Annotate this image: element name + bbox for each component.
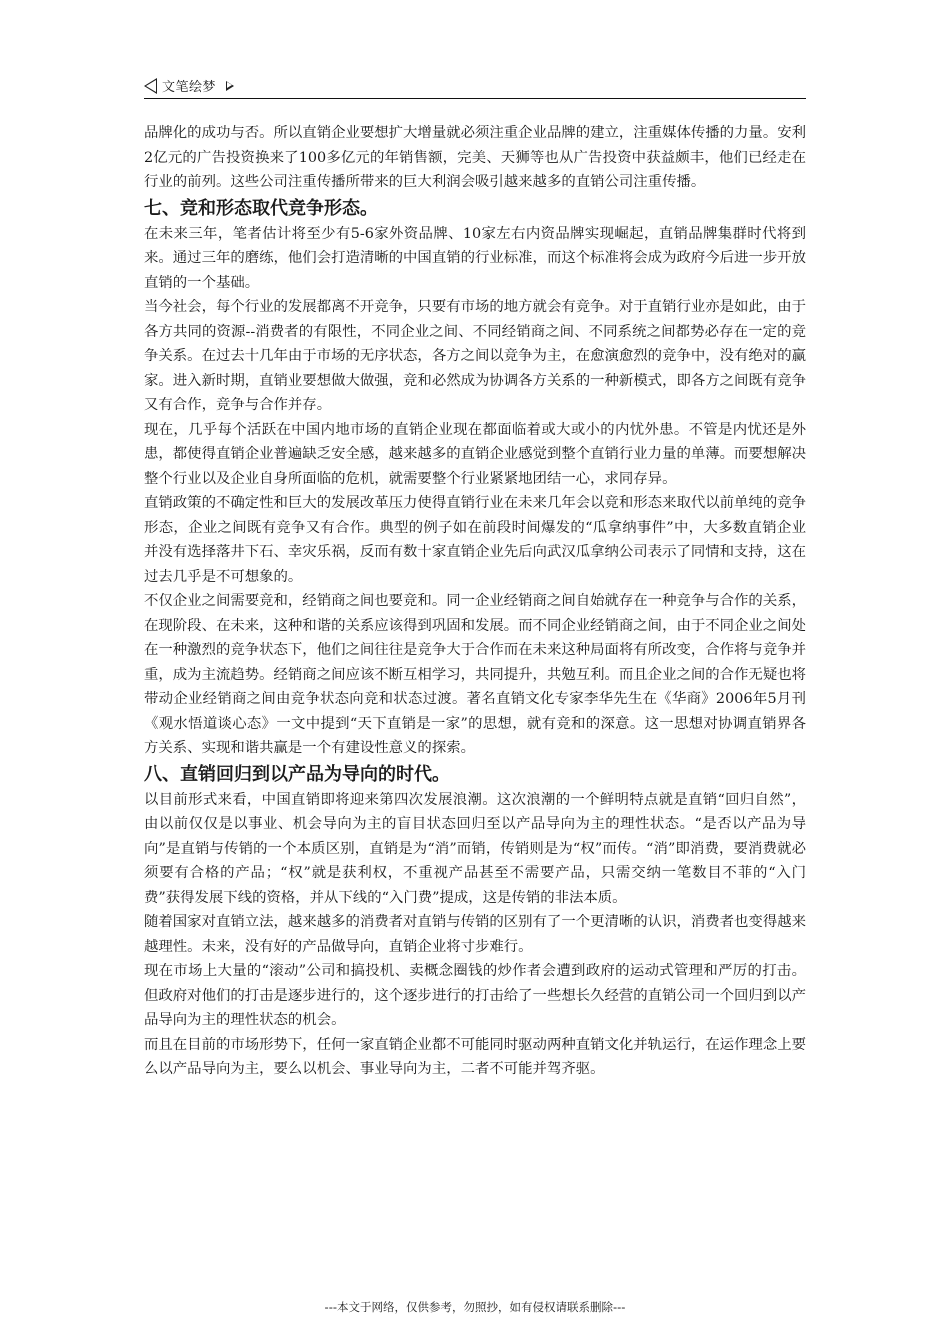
paragraph: 直销政策的不确定性和巨大的发展改革压力使得直销行业在未来几年会以竞和形态来取代以前单纯的竞争形态，企业之间既有竞争又有合作。典型的例子如在前段时间爆发的“瓜拿纳事件”中，大多数直销企业并没有选择落井下石、幸灾乐祸，反而有数十家直销企业先后向武汉瓜拿纳公司表示了同情和支持，这在过去几乎是不可想象的。 [144, 495, 806, 585]
triangle-left-icon [144, 78, 157, 94]
paragraph: 不仅企业之间需要竞和，经销商之间也要竞和。同一企业经销商之间自始就存在一种竞争与合作的关系，在现阶段、在未来，这种和谐的关系应该得到巩固和发展。而不同企业经销商之间，由于不同企业之间处在一种激烈的竞争状态下，他们之间往往是竞争大于合作而在未来这种局面将有所改变，合作将与竞争并重，成为主流趋势。经销商之间应该不断互相学习，共同提升，共勉互利。而且企业之间的合作无疑也将带动企业经销商之间由竞争状态向竞和状态过渡。著名直销文化专家李华先生在《华商》2006年5月刊《观水悟道谈心态》一文中提到“天下直销是一家”的思想，就有竞和的深意。这一思想对协调直销界各方关系、实现和谐共赢是一个有建设性意义的探索。 [144, 593, 806, 756]
paragraph: 随着国家对直销立法，越来越多的消费者对直销与传销的区别有了一个更清晰的认识，消费者也变得越来越理性。未来，没有好的产品做导向，直销企业将寸步难行。 [144, 914, 806, 955]
header-title: 文笔绘梦 [162, 80, 217, 95]
document-body [144, 121, 806, 1082]
paragraph: 当今社会，每个行业的发展都离不开竞争，只要有市场的地方就会有竞争。对于直销行业亦是如此，由于各方共同的资源--消费者的有限性，不同企业之间、不同经销商之间、不同系统之间都势必存在一定的竞争关系。在过去十几年由于市场的无序状态，各方之间以竞争为主，在愈演愈烈的竞争中，没有绝对的赢家。进入新时期，直销业要想做大做强，竞和必然成为协调各方关系的一种新模式，即各方之间既有竞争又有合作，竞争与合作并存。 [144, 299, 806, 413]
triangle-right-icon [226, 81, 234, 91]
paragraph: 以目前形式来看，中国直销即将迎来第四次发展浪潮。这次浪潮的一个鲜明特点就是直销“回归自然”，由以前仅仅是以事业、机会导向为主的盲目状态回归至以产品导向为主的理性状态。“是否以产品为导向”是直销与传销的一个本质区别，直销是为“消”而销，传销则是为“权”而传。“消”即消费，要消费就必须要有合格的产品；“权”就是获利权，不重视产品甚至不需要产品，只需交纳一笔数目不菲的“入门费”获得发展下线的资格，并从下线的“入门费”提成，这是传销的非法本质。 [144, 791, 806, 906]
paragraph: 而且在目前的市场形势下，任何一家直销企业都不可能同时驱动两种直销文化并轨运行，在运作理念上要么以产品导向为主，要么以机会、事业导向为主，二者不可能并驾齐驱。 [144, 1036, 806, 1077]
header-brand [144, 76, 234, 95]
paragraph: 现在市场上大量的“滚动”公司和搞投机、卖概念圈钱的炒作者会遭到政府的运动式管理和严厉的打击。但政府对他们的打击是逐步进行的，这个逐步进行的打击给了一些想长久经营的直销公司一个回归到以产品导向为主的理性状态的机会。 [144, 963, 806, 1028]
paragraph: 品牌化的成功与否。所以直销企业要想扩大增量就必须注重企业品牌的建立，注重媒体传播的力量。安利2亿元的广告投资换来了100多亿元的年销售额，完美、天狮等也从广告投资中获益颇丰，他们已经走在行业的前列。这些公司注重传播所带来的巨大利润会吸引越来越多的直销公司注重传播。 [144, 125, 806, 190]
paragraph: 现在，几乎每个活跃在中国内地市场的直销企业现在都面临着或大或小的内忧外患。不管是内忧还是外患，都使得直销企业普遍缺乏安全感，越来越多的直销企业感觉到整个直销行业力量的单薄。而要想解决整个行业以及企业自身所面临的危机，就需要整个行业紧紧地团结一心，求同存异。 [144, 421, 806, 487]
paragraph: 在未来三年，笔者估计将至少有5-6家外资品牌、10家左右内资品牌实现崛起，直销品牌集群时代将到来。通过三年的磨练，他们会打造清晰的中国直销的行业标准，而这个标准将会成为政府今后进一步开放直销的一个基础。 [144, 225, 806, 291]
page-header [144, 72, 806, 99]
section-heading: 七、竞和形态取代竞争形态。 [144, 197, 378, 219]
section-heading: 八、直销回归到以产品为导向的时代。 [144, 763, 450, 785]
footer-disclaimer: ---本文于网络，仅供参考，勿照抄，如有侵权请联系删除--- [324, 1300, 626, 1314]
